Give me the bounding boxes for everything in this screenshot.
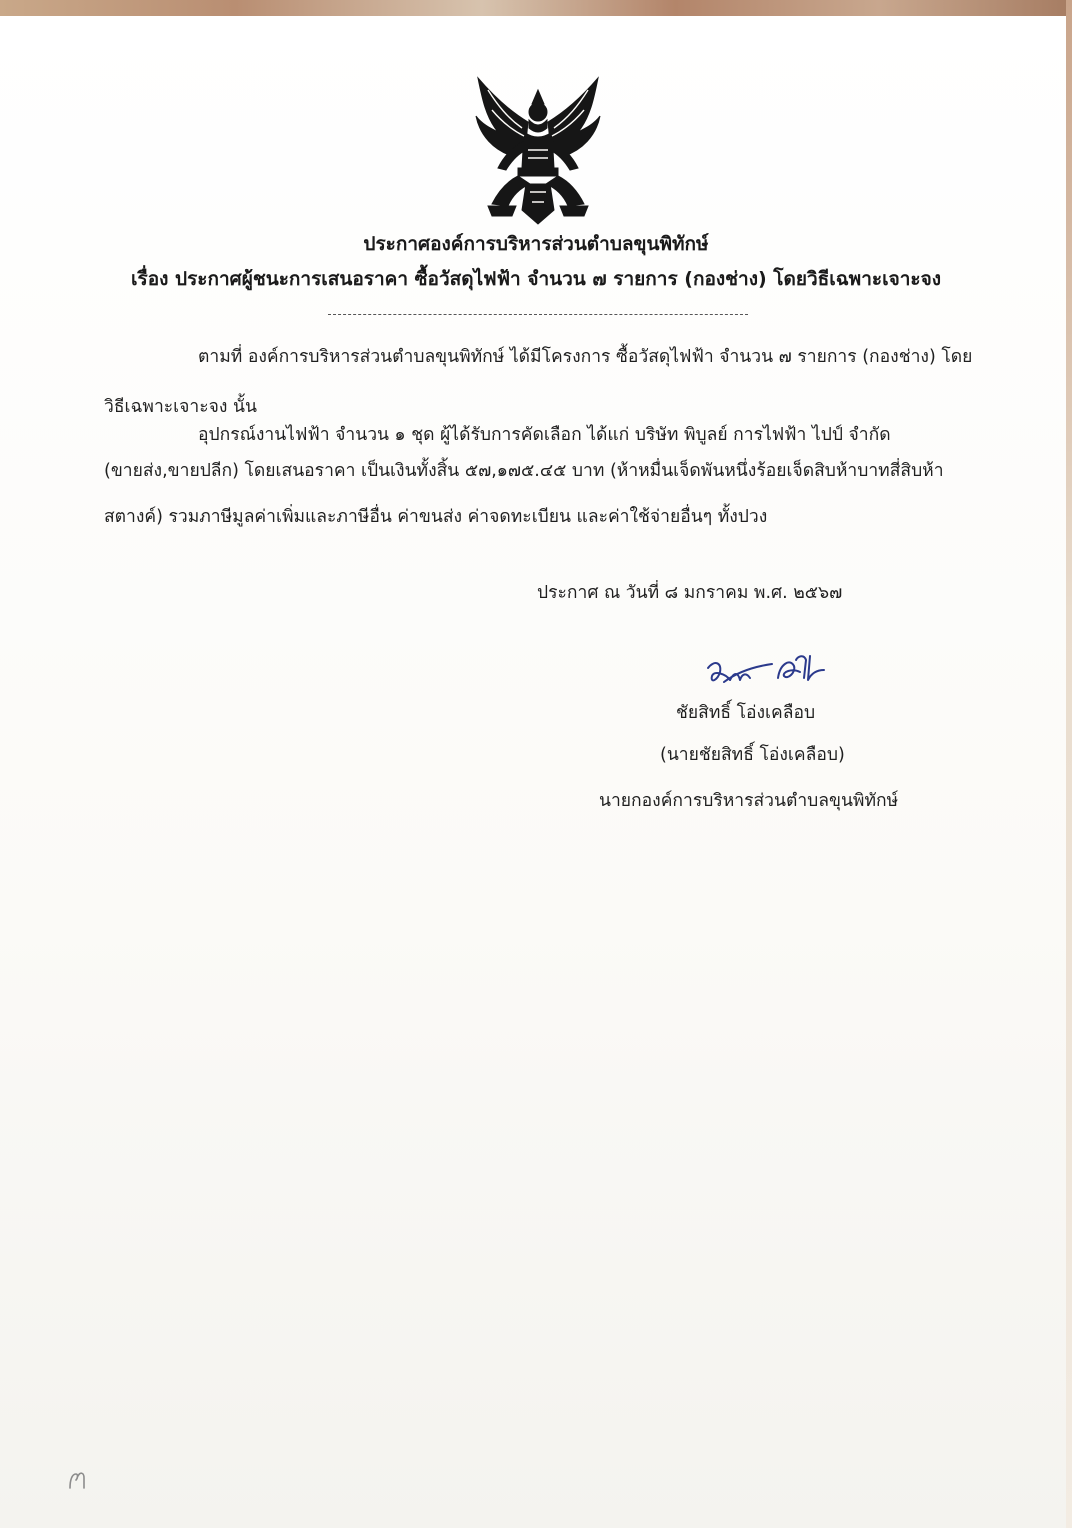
signer-title: นายกองค์การบริหารส่วนตำบลขุนพิทักษ์ xyxy=(599,791,899,811)
handwritten-page-mark-icon xyxy=(66,1466,90,1492)
signer-name: ชัยสิทธิ์ โอ่งเคลือบ xyxy=(676,703,816,723)
body-paragraph-2-line-1: อุปกรณ์งานไฟฟ้า จำนวน ๑ ชุด ผู้ได้รับการคัดเลือก ได้แก่ บริษัท พิบูลย์ การไฟฟ้า ไปป์ จำกัด xyxy=(198,425,891,445)
document-heading-organization: ประกาศองค์การบริหารส่วนตำบลขุนพิทักษ์ xyxy=(363,233,709,255)
body-paragraph-1-line-2: วิธีเฉพาะเจาะจง นั้น xyxy=(104,397,257,417)
announcement-date: ประกาศ ณ วันที่ ๘ มกราคม พ.ศ. ๒๕๖๗ xyxy=(537,583,843,603)
body-paragraph-1-line-1: ตามที่ องค์การบริหารส่วนตำบลขุนพิทักษ์ ได้มีโครงการ ซื้อวัสดุไฟฟ้า จำนวน ๗ รายการ (กองช่าง) โดย xyxy=(198,347,973,367)
heading-divider xyxy=(328,314,748,315)
signer-full-name: (นายชัยสิทธิ์ โอ่งเคลือบ) xyxy=(660,745,845,765)
body-paragraph-2-line-2: (ขายส่ง,ขายปลีก) โดยเสนอราคา เป็นเงินทั้งสิ้น ๕๗,๑๗๕.๔๕ บาท (ห้าหมื่นเจ็ดพันหนึ่งร้อยเจ็ดสิบห้าบาทสี่สิบห้า xyxy=(104,461,944,481)
document-heading-subject: เรื่อง ประกาศผู้ชนะการเสนอราคา ซื้อวัสดุไฟฟ้า จำนวน ๗ รายการ (กองช่าง) โดยวิธีเฉพาะเจาะจง xyxy=(131,268,941,290)
handwritten-signature-icon xyxy=(700,650,830,696)
body-paragraph-2-line-3: สตางค์) รวมภาษีมูลค่าเพิ่มและภาษีอื่น ค่าขนส่ง ค่าจดทะเบียน และค่าใช้จ่ายอื่นๆ ทั้งปวง xyxy=(104,507,768,527)
top-edge-background xyxy=(0,0,1072,16)
garuda-emblem-icon xyxy=(468,70,608,230)
